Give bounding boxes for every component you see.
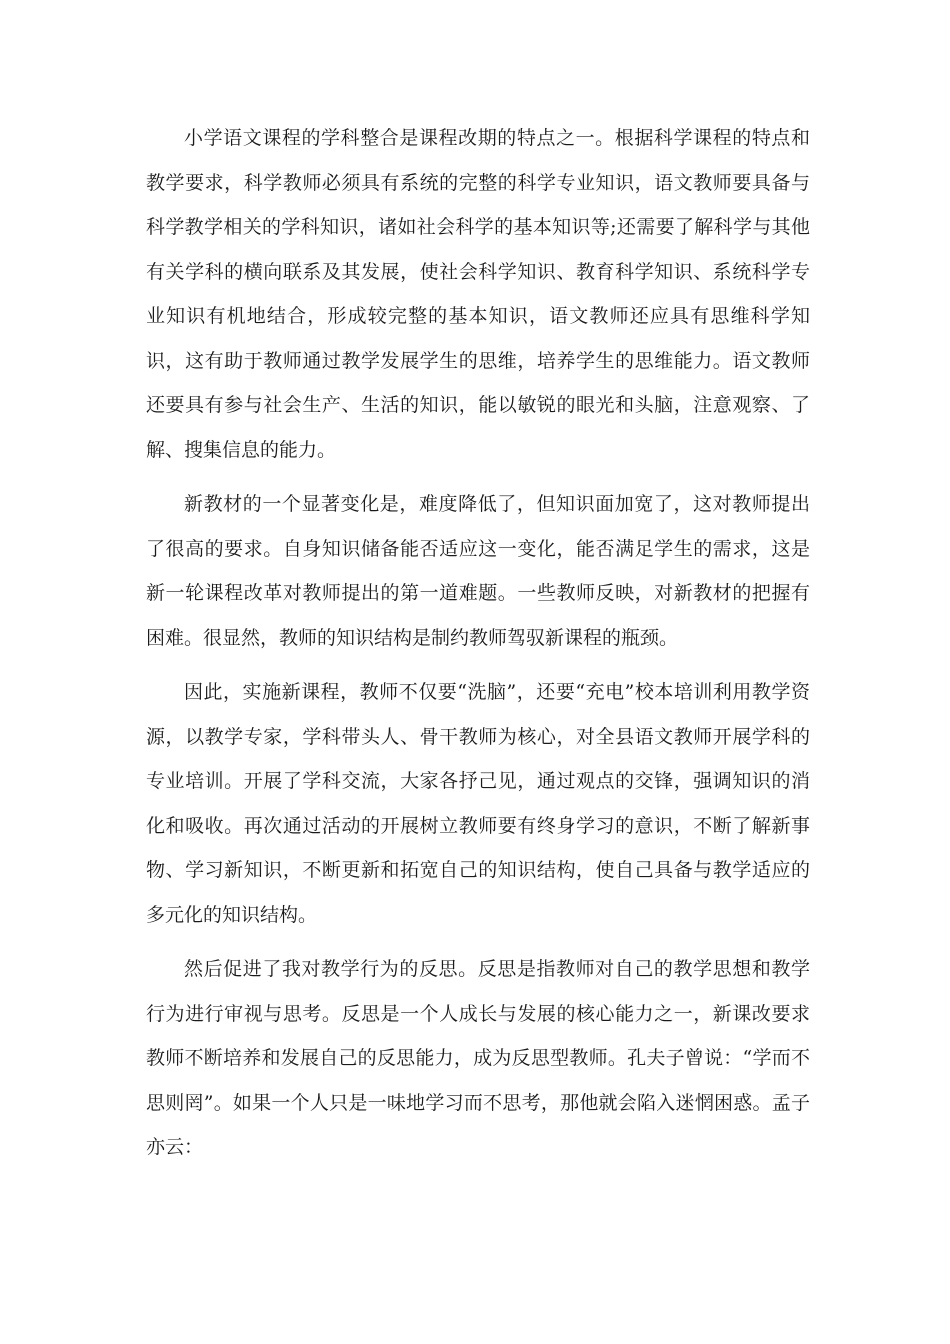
paragraph: 然后促进了我对教学行为的反思。反思是指教师对自己的教学思想和教学行为进行审视与思考。反思是一个人成长与发展的核心能力之一，新课改要求教师不断培养和发展自己的反思能力，成为反思型教师。孔夫子曾说：“学而不思则罔”。如果一个人只是一味地学习而不思考，那他就会陷入迷惘困惑。孟子亦云： [146,958,810,1158]
document-body [146,116,810,1180]
paragraph: 因此，实施新课程，教师不仅要“洗脑”，还要“充电”校本培训利用教学资源，以教学专家，学科带头人、骨干教师为核心，对全县语文教师开展学科的专业培训。开展了学科交流，大家各抒己见，通过观点的交锋，强调知识的消化和吸收。再次通过活动的开展树立教师要有终身学习的意识，不断了解新事物、学习新知识，不断更新和拓宽自己的知识结构，使自己具备与教学适应的多元化的知识结构。 [146,681,810,926]
paragraph: 小学语文课程的学科整合是课程改期的特点之一。根据科学课程的特点和教学要求，科学教师必须具有系统的完整的科学专业知识，语文教师要具备与科学教学相关的学科知识，诸如社会科学的基本知识等;还需要了解科学与其他有关学科的横向联系及其发展，使社会科学知识、教育科学知识、系统科学专业知识有机地结合，形成较完整的基本知识，语文教师还应具有思维科学知识，这有助于教师通过教学发展学生的思维，培养学生的思维能力。语文教师还要具有参与社会生产、生活的知识，能以敏锐的眼光和头脑，注意观察、了解、搜集信息的能力。 [146,127,810,461]
paragraph: 新教材的一个显著变化是，难度降低了，但知识面加宽了，这对教师提出了很高的要求。自身知识储备能否适应这一变化，能否满足学生的需求，这是新一轮课程改革对教师提出的第一道难题。一些教师反映，对新教材的把握有困难。很显然，教师的知识结构是制约教师驾驭新课程的瓶颈。 [146,493,810,649]
